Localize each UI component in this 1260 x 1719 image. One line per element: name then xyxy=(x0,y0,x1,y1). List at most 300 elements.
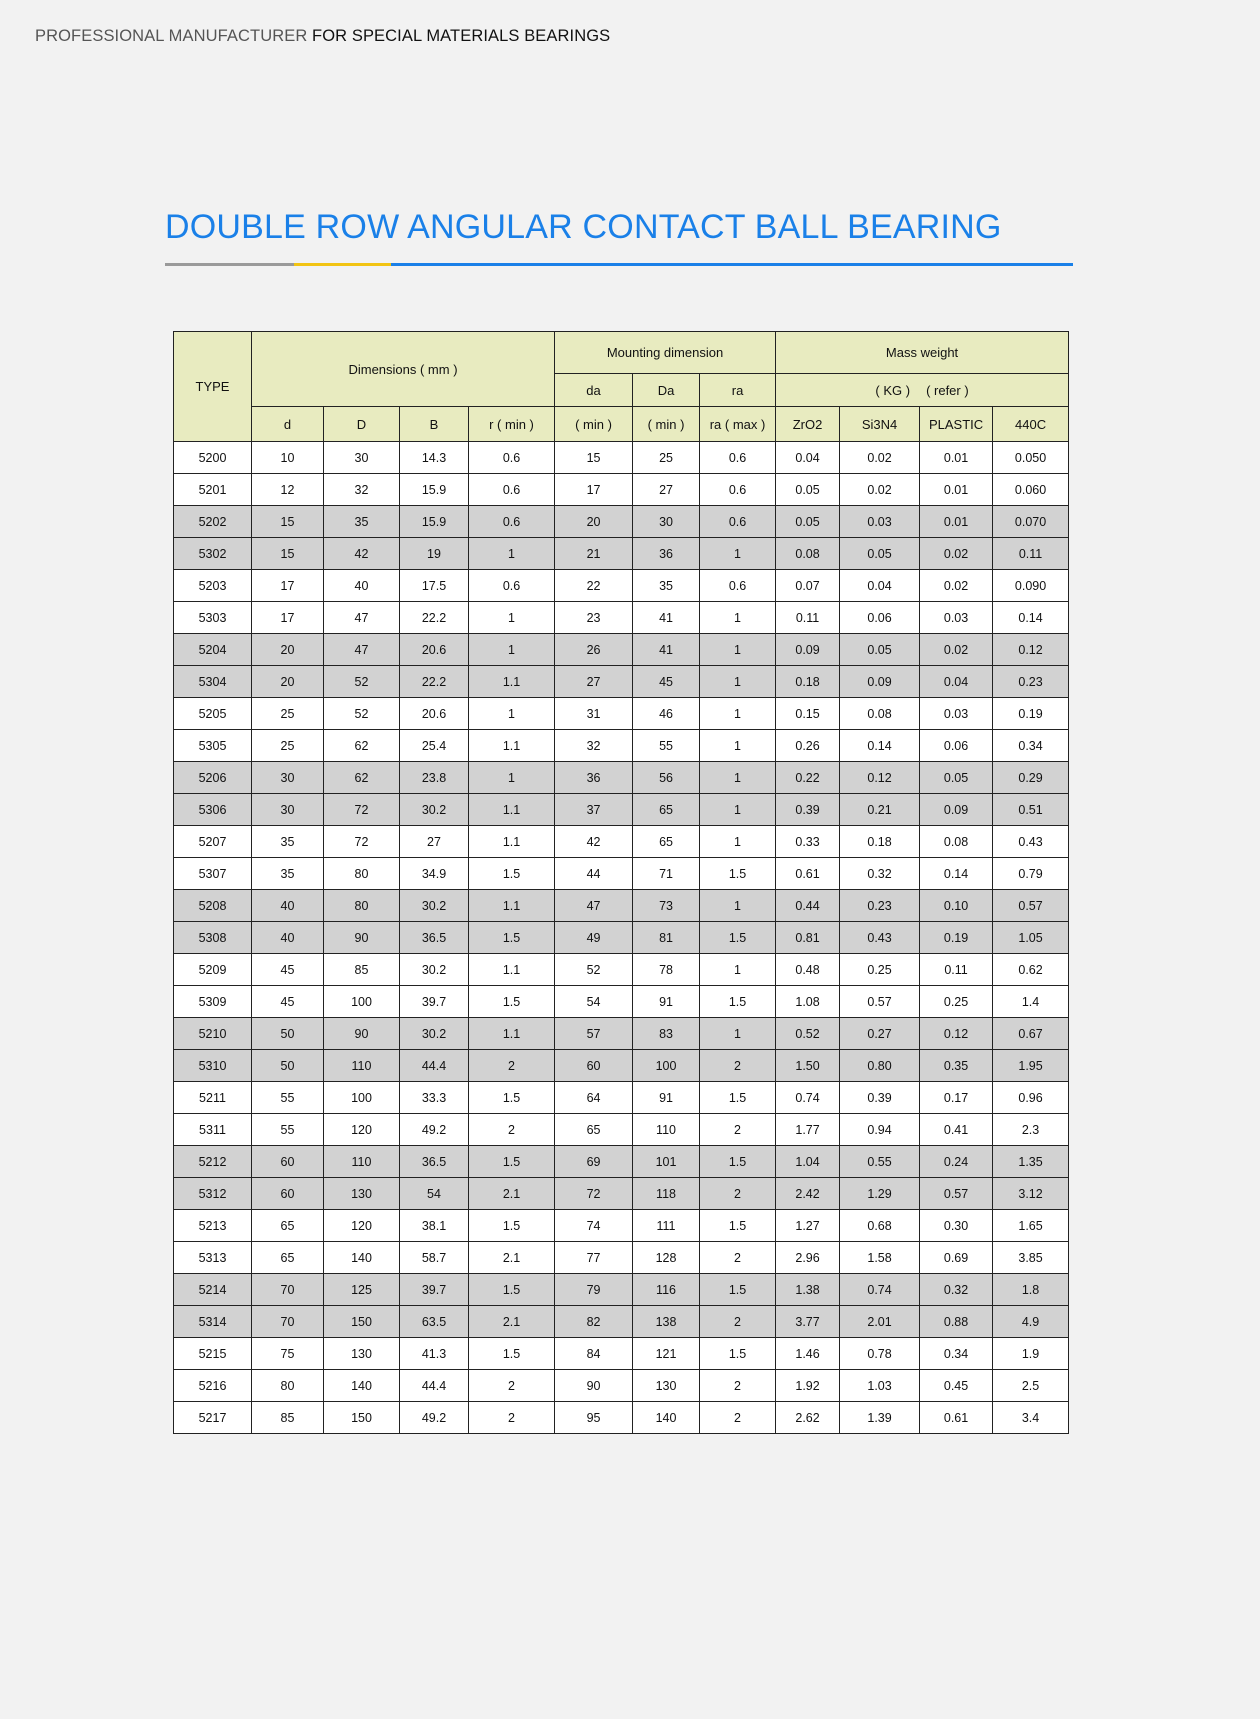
underline-gray xyxy=(165,263,294,266)
table-cell: 44.4 xyxy=(400,1050,469,1082)
table-cell: 55 xyxy=(252,1082,324,1114)
table-cell: 30.2 xyxy=(400,1018,469,1050)
table-cell: 0.55 xyxy=(840,1146,920,1178)
table-cell: 70 xyxy=(252,1306,324,1338)
table-cell: 2.62 xyxy=(776,1402,840,1434)
table-cell: 0.04 xyxy=(840,570,920,602)
table-cell: 36 xyxy=(555,762,633,794)
table-cell: 0.18 xyxy=(840,826,920,858)
table-cell: 0.11 xyxy=(993,538,1069,570)
table-cell: 34.9 xyxy=(400,858,469,890)
table-cell: 3.4 xyxy=(993,1402,1069,1434)
table-cell: 83 xyxy=(633,1018,700,1050)
underline-blue xyxy=(391,263,1073,266)
table-cell: 46 xyxy=(633,698,700,730)
table-row xyxy=(174,634,1069,666)
table-cell: 3.85 xyxy=(993,1242,1069,1274)
table-cell: 0.67 xyxy=(993,1018,1069,1050)
table-cell: 0.23 xyxy=(993,666,1069,698)
table-cell: 1.1 xyxy=(469,954,555,986)
table-cell: 1 xyxy=(700,666,776,698)
table-cell: 15.9 xyxy=(400,506,469,538)
table-row xyxy=(174,890,1069,922)
table-cell: 44 xyxy=(555,858,633,890)
table-cell: 0.08 xyxy=(776,538,840,570)
table-cell: 1 xyxy=(469,698,555,730)
table-cell: 0.070 xyxy=(993,506,1069,538)
table-cell: 0.03 xyxy=(840,506,920,538)
table-cell: 35 xyxy=(633,570,700,602)
table-cell: 111 xyxy=(633,1210,700,1242)
table-cell: 130 xyxy=(633,1370,700,1402)
table-cell: 2 xyxy=(700,1050,776,1082)
header-B: B xyxy=(400,407,469,442)
table-cell: 0.19 xyxy=(993,698,1069,730)
table-cell: 70 xyxy=(252,1274,324,1306)
table-cell: 1.5 xyxy=(700,1082,776,1114)
table-cell: 5309 xyxy=(174,986,252,1018)
table-row xyxy=(174,1050,1069,1082)
table-cell: 36.5 xyxy=(400,1146,469,1178)
table-row xyxy=(174,730,1069,762)
header-ra: ra xyxy=(700,374,776,407)
header-da: da xyxy=(555,374,633,407)
table-cell: 0.79 xyxy=(993,858,1069,890)
table-row xyxy=(174,1018,1069,1050)
table-cell: 5206 xyxy=(174,762,252,794)
table-cell: 45 xyxy=(252,954,324,986)
table-cell: 5200 xyxy=(174,442,252,474)
table-cell: 47 xyxy=(324,602,400,634)
table-cell: 2 xyxy=(469,1050,555,1082)
table-cell: 2 xyxy=(700,1114,776,1146)
table-cell: 1.5 xyxy=(469,1146,555,1178)
table-cell: 1.1 xyxy=(469,794,555,826)
table-cell: 2.96 xyxy=(776,1242,840,1274)
header-kg: ( KG ) xyxy=(875,382,911,398)
table-cell: 0.10 xyxy=(920,890,993,922)
table-cell: 0.74 xyxy=(840,1274,920,1306)
table-cell: 54 xyxy=(400,1178,469,1210)
table-cell: 12 xyxy=(252,474,324,506)
table-cell: 0.21 xyxy=(840,794,920,826)
table-cell: 79 xyxy=(555,1274,633,1306)
table-cell: 0.43 xyxy=(840,922,920,954)
table-cell: 0.69 xyxy=(920,1242,993,1274)
table-cell: 0.51 xyxy=(993,794,1069,826)
table-cell: 1.5 xyxy=(700,922,776,954)
table-row xyxy=(174,954,1069,986)
table-cell: 0.27 xyxy=(840,1018,920,1050)
table-cell: 0.14 xyxy=(920,858,993,890)
table-cell: 1.1 xyxy=(469,730,555,762)
table-cell: 41 xyxy=(633,634,700,666)
header-d: d xyxy=(252,407,324,442)
table-cell: 110 xyxy=(633,1114,700,1146)
table-row xyxy=(174,762,1069,794)
table-cell: 4.9 xyxy=(993,1306,1069,1338)
table-cell: 2 xyxy=(469,1402,555,1434)
table-cell: 36.5 xyxy=(400,922,469,954)
table-row xyxy=(174,1274,1069,1306)
table-cell: 72 xyxy=(555,1178,633,1210)
table-cell: 81 xyxy=(633,922,700,954)
table-cell: 0.57 xyxy=(920,1178,993,1210)
table-cell: 15 xyxy=(252,506,324,538)
table-cell: 30 xyxy=(252,794,324,826)
table-cell: 1.95 xyxy=(993,1050,1069,1082)
table-cell: 0.78 xyxy=(840,1338,920,1370)
table-cell: 2 xyxy=(469,1114,555,1146)
table-cell: 0.6 xyxy=(469,506,555,538)
table-cell: 65 xyxy=(252,1242,324,1274)
table-cell: 55 xyxy=(633,730,700,762)
table-cell: 150 xyxy=(324,1402,400,1434)
table-cell: 1.27 xyxy=(776,1210,840,1242)
page-header xyxy=(35,27,610,46)
table-cell: 52 xyxy=(555,954,633,986)
table-cell: 0.18 xyxy=(776,666,840,698)
table-cell: 77 xyxy=(555,1242,633,1274)
table-cell: 5310 xyxy=(174,1050,252,1082)
header-si3n4: Si3N4 xyxy=(840,407,920,442)
table-cell: 0.12 xyxy=(920,1018,993,1050)
table-cell: 1.05 xyxy=(993,922,1069,954)
table-cell: 116 xyxy=(633,1274,700,1306)
table-cell: 0.45 xyxy=(920,1370,993,1402)
table-cell: 60 xyxy=(252,1178,324,1210)
table-cell: 40 xyxy=(252,890,324,922)
table-cell: 1 xyxy=(700,634,776,666)
table-row xyxy=(174,1402,1069,1434)
table-cell: 1.5 xyxy=(469,1210,555,1242)
table-cell: 1.29 xyxy=(840,1178,920,1210)
table-cell: 27 xyxy=(555,666,633,698)
table-cell: 5202 xyxy=(174,506,252,538)
table-cell: 20.6 xyxy=(400,698,469,730)
table-cell: 0.6 xyxy=(700,570,776,602)
table-cell: 91 xyxy=(633,1082,700,1114)
table-cell: 5204 xyxy=(174,634,252,666)
table-cell: 0.35 xyxy=(920,1050,993,1082)
table-cell: 52 xyxy=(324,698,400,730)
header-suffix: FOR SPECIAL MATERIALS BEARINGS xyxy=(312,27,611,45)
table-cell: 49 xyxy=(555,922,633,954)
table-cell: 0.01 xyxy=(920,442,993,474)
table-cell: 45 xyxy=(633,666,700,698)
table-cell: 130 xyxy=(324,1338,400,1370)
table-cell: 62 xyxy=(324,730,400,762)
table-cell: 0.61 xyxy=(920,1402,993,1434)
table-cell: 5304 xyxy=(174,666,252,698)
table-cell: 54 xyxy=(555,986,633,1018)
table-cell: 0.32 xyxy=(920,1274,993,1306)
table-cell: 42 xyxy=(555,826,633,858)
table-cell: 39.7 xyxy=(400,986,469,1018)
header-mass: Mass weight xyxy=(776,332,1069,374)
table-cell: 0.32 xyxy=(840,858,920,890)
bearing-spec-table xyxy=(173,331,1069,1434)
table-row xyxy=(174,1178,1069,1210)
table-cell: 0.02 xyxy=(840,442,920,474)
table-cell: 0.25 xyxy=(840,954,920,986)
table-row xyxy=(174,922,1069,954)
table-cell: 1 xyxy=(700,1018,776,1050)
table-cell: 1.38 xyxy=(776,1274,840,1306)
table-cell: 2 xyxy=(700,1402,776,1434)
table-cell: 0.15 xyxy=(776,698,840,730)
table-cell: 55 xyxy=(252,1114,324,1146)
table-cell: 0.04 xyxy=(776,442,840,474)
table-cell: 5214 xyxy=(174,1274,252,1306)
table-cell: 1 xyxy=(700,730,776,762)
table-cell: 1.5 xyxy=(469,922,555,954)
table-cell: 0.01 xyxy=(920,474,993,506)
page-title: DOUBLE ROW ANGULAR CONTACT BALL BEARING xyxy=(165,208,1002,246)
table-cell: 1 xyxy=(469,762,555,794)
table-row xyxy=(174,1338,1069,1370)
table-cell: 120 xyxy=(324,1210,400,1242)
table-cell: 25 xyxy=(252,730,324,762)
table-cell: 1.5 xyxy=(700,1338,776,1370)
table-cell: 15.9 xyxy=(400,474,469,506)
table-cell: 57 xyxy=(555,1018,633,1050)
table-cell: 15 xyxy=(252,538,324,570)
table-cell: 17.5 xyxy=(400,570,469,602)
table-cell: 0.05 xyxy=(776,506,840,538)
table-cell: 1.08 xyxy=(776,986,840,1018)
table-cell: 5311 xyxy=(174,1114,252,1146)
table-cell: 1 xyxy=(700,826,776,858)
table-cell: 5201 xyxy=(174,474,252,506)
table-cell: 1.65 xyxy=(993,1210,1069,1242)
table-cell: 5314 xyxy=(174,1306,252,1338)
table-cell: 91 xyxy=(633,986,700,1018)
table-cell: 2.3 xyxy=(993,1114,1069,1146)
table-cell: 31 xyxy=(555,698,633,730)
table-cell: 0.39 xyxy=(776,794,840,826)
table-cell: 100 xyxy=(633,1050,700,1082)
table-cell: 30.2 xyxy=(400,890,469,922)
table-cell: 1 xyxy=(700,602,776,634)
table-cell: 0.19 xyxy=(920,922,993,954)
table-cell: 2.1 xyxy=(469,1242,555,1274)
table-cell: 0.01 xyxy=(920,506,993,538)
table-cell: 0.24 xyxy=(920,1146,993,1178)
table-cell: 58.7 xyxy=(400,1242,469,1274)
table-cell: 0.11 xyxy=(920,954,993,986)
table-cell: 5215 xyxy=(174,1338,252,1370)
table-row xyxy=(174,1114,1069,1146)
table-cell: 2.1 xyxy=(469,1306,555,1338)
table-cell: 69 xyxy=(555,1146,633,1178)
table-cell: 0.33 xyxy=(776,826,840,858)
table-cell: 0.29 xyxy=(993,762,1069,794)
table-row xyxy=(174,1146,1069,1178)
table-cell: 0.08 xyxy=(840,698,920,730)
table-cell: 0.06 xyxy=(840,602,920,634)
table-cell: 2 xyxy=(700,1306,776,1338)
table-row xyxy=(174,538,1069,570)
table-cell: 0.22 xyxy=(776,762,840,794)
table-cell: 1.9 xyxy=(993,1338,1069,1370)
table-cell: 2.01 xyxy=(840,1306,920,1338)
table-cell: 100 xyxy=(324,986,400,1018)
table-cell: 1.5 xyxy=(469,858,555,890)
table-cell: 5211 xyxy=(174,1082,252,1114)
table-cell: 0.14 xyxy=(993,602,1069,634)
table-cell: 60 xyxy=(252,1146,324,1178)
table-cell: 5308 xyxy=(174,922,252,954)
table-cell: 1 xyxy=(700,890,776,922)
table-row xyxy=(174,1082,1069,1114)
table-cell: 0.80 xyxy=(840,1050,920,1082)
table-cell: 22.2 xyxy=(400,602,469,634)
table-cell: 0.57 xyxy=(993,890,1069,922)
table-cell: 118 xyxy=(633,1178,700,1210)
table-cell: 2.42 xyxy=(776,1178,840,1210)
table-cell: 0.02 xyxy=(920,538,993,570)
table-cell: 5302 xyxy=(174,538,252,570)
table-cell: 0.57 xyxy=(840,986,920,1018)
table-cell: 0.43 xyxy=(993,826,1069,858)
header-r-min: r ( min ) xyxy=(469,407,555,442)
table-row xyxy=(174,794,1069,826)
table-cell: 39.7 xyxy=(400,1274,469,1306)
table-cell: 47 xyxy=(555,890,633,922)
table-cell: 1 xyxy=(469,538,555,570)
table-cell: 2.1 xyxy=(469,1178,555,1210)
table-cell: 56 xyxy=(633,762,700,794)
table-cell: 101 xyxy=(633,1146,700,1178)
table-row xyxy=(174,858,1069,890)
table-cell: 65 xyxy=(633,826,700,858)
table-cell: 0.6 xyxy=(700,506,776,538)
table-cell: 5305 xyxy=(174,730,252,762)
table-cell: 5216 xyxy=(174,1370,252,1402)
table-cell: 15 xyxy=(555,442,633,474)
table-cell: 26 xyxy=(555,634,633,666)
table-cell: 1.1 xyxy=(469,666,555,698)
table-cell: 3.12 xyxy=(993,1178,1069,1210)
table-cell: 5205 xyxy=(174,698,252,730)
table-cell: 140 xyxy=(324,1370,400,1402)
table-cell: 1.46 xyxy=(776,1338,840,1370)
table-cell: 0.09 xyxy=(920,794,993,826)
table-cell: 90 xyxy=(555,1370,633,1402)
table-cell: 130 xyxy=(324,1178,400,1210)
table-cell: 90 xyxy=(324,922,400,954)
header-refer: ( refer ) xyxy=(926,382,969,398)
header-dimensions: Dimensions ( mm ) xyxy=(252,332,555,407)
table-cell: 0.88 xyxy=(920,1306,993,1338)
table-cell: 1.58 xyxy=(840,1242,920,1274)
table-cell: 42 xyxy=(324,538,400,570)
table-cell: 1.1 xyxy=(469,890,555,922)
header-mounting: Mounting dimension xyxy=(555,332,776,374)
table-cell: 0.12 xyxy=(840,762,920,794)
table-cell: 0.6 xyxy=(700,442,776,474)
header-kg-refer xyxy=(776,374,1069,407)
table-cell: 5203 xyxy=(174,570,252,602)
header-440c: 440C xyxy=(993,407,1069,442)
header-prefix: PROFESSIONAL MANUFACTURER xyxy=(35,27,308,45)
table-cell: 5208 xyxy=(174,890,252,922)
table-cell: 19 xyxy=(400,538,469,570)
table-cell: 27 xyxy=(400,826,469,858)
table-cell: 1.5 xyxy=(700,1146,776,1178)
table-cell: 62 xyxy=(324,762,400,794)
table-cell: 21 xyxy=(555,538,633,570)
table-cell: 20 xyxy=(555,506,633,538)
table-cell: 128 xyxy=(633,1242,700,1274)
table-cell: 1.35 xyxy=(993,1146,1069,1178)
table-cell: 3.77 xyxy=(776,1306,840,1338)
table-cell: 0.61 xyxy=(776,858,840,890)
table-row xyxy=(174,666,1069,698)
table-cell: 2 xyxy=(700,1370,776,1402)
table-row xyxy=(174,826,1069,858)
table-cell: 1.1 xyxy=(469,826,555,858)
underline-yellow xyxy=(294,263,391,266)
table-cell: 0.6 xyxy=(469,570,555,602)
table-cell: 0.08 xyxy=(920,826,993,858)
table-cell: 10 xyxy=(252,442,324,474)
table-cell: 0.68 xyxy=(840,1210,920,1242)
table-cell: 150 xyxy=(324,1306,400,1338)
table-cell: 0.07 xyxy=(776,570,840,602)
table-cell: 0.09 xyxy=(840,666,920,698)
table-cell: 50 xyxy=(252,1018,324,1050)
table-cell: 1 xyxy=(700,954,776,986)
table-cell: 1.5 xyxy=(700,1274,776,1306)
table-cell: 1 xyxy=(700,794,776,826)
table-cell: 1.5 xyxy=(469,1082,555,1114)
table-cell: 0.05 xyxy=(840,538,920,570)
table-cell: 32 xyxy=(324,474,400,506)
table-cell: 140 xyxy=(324,1242,400,1274)
table-cell: 0.96 xyxy=(993,1082,1069,1114)
table-cell: 44.4 xyxy=(400,1370,469,1402)
table-cell: 0.14 xyxy=(840,730,920,762)
table-row xyxy=(174,1210,1069,1242)
table-cell: 25.4 xyxy=(400,730,469,762)
table-cell: 2 xyxy=(700,1242,776,1274)
table-cell: 38.1 xyxy=(400,1210,469,1242)
header-zro2: ZrO2 xyxy=(776,407,840,442)
table-cell: 110 xyxy=(324,1146,400,1178)
table-cell: 0.23 xyxy=(840,890,920,922)
table-cell: 35 xyxy=(324,506,400,538)
table-cell: 5213 xyxy=(174,1210,252,1242)
table-cell: 1.77 xyxy=(776,1114,840,1146)
table-cell: 1.50 xyxy=(776,1050,840,1082)
table-cell: 1.92 xyxy=(776,1370,840,1402)
table-cell: 80 xyxy=(324,890,400,922)
table-cell: 85 xyxy=(252,1402,324,1434)
table-cell: 138 xyxy=(633,1306,700,1338)
header-Da: Da xyxy=(633,374,700,407)
table-row xyxy=(174,442,1069,474)
table-cell: 30.2 xyxy=(400,794,469,826)
table-cell: 5303 xyxy=(174,602,252,634)
table-cell: 0.12 xyxy=(993,634,1069,666)
table-cell: 5306 xyxy=(174,794,252,826)
table-cell: 2 xyxy=(700,1178,776,1210)
table-cell: 5212 xyxy=(174,1146,252,1178)
table-cell: 0.06 xyxy=(920,730,993,762)
table-cell: 5217 xyxy=(174,1402,252,1434)
